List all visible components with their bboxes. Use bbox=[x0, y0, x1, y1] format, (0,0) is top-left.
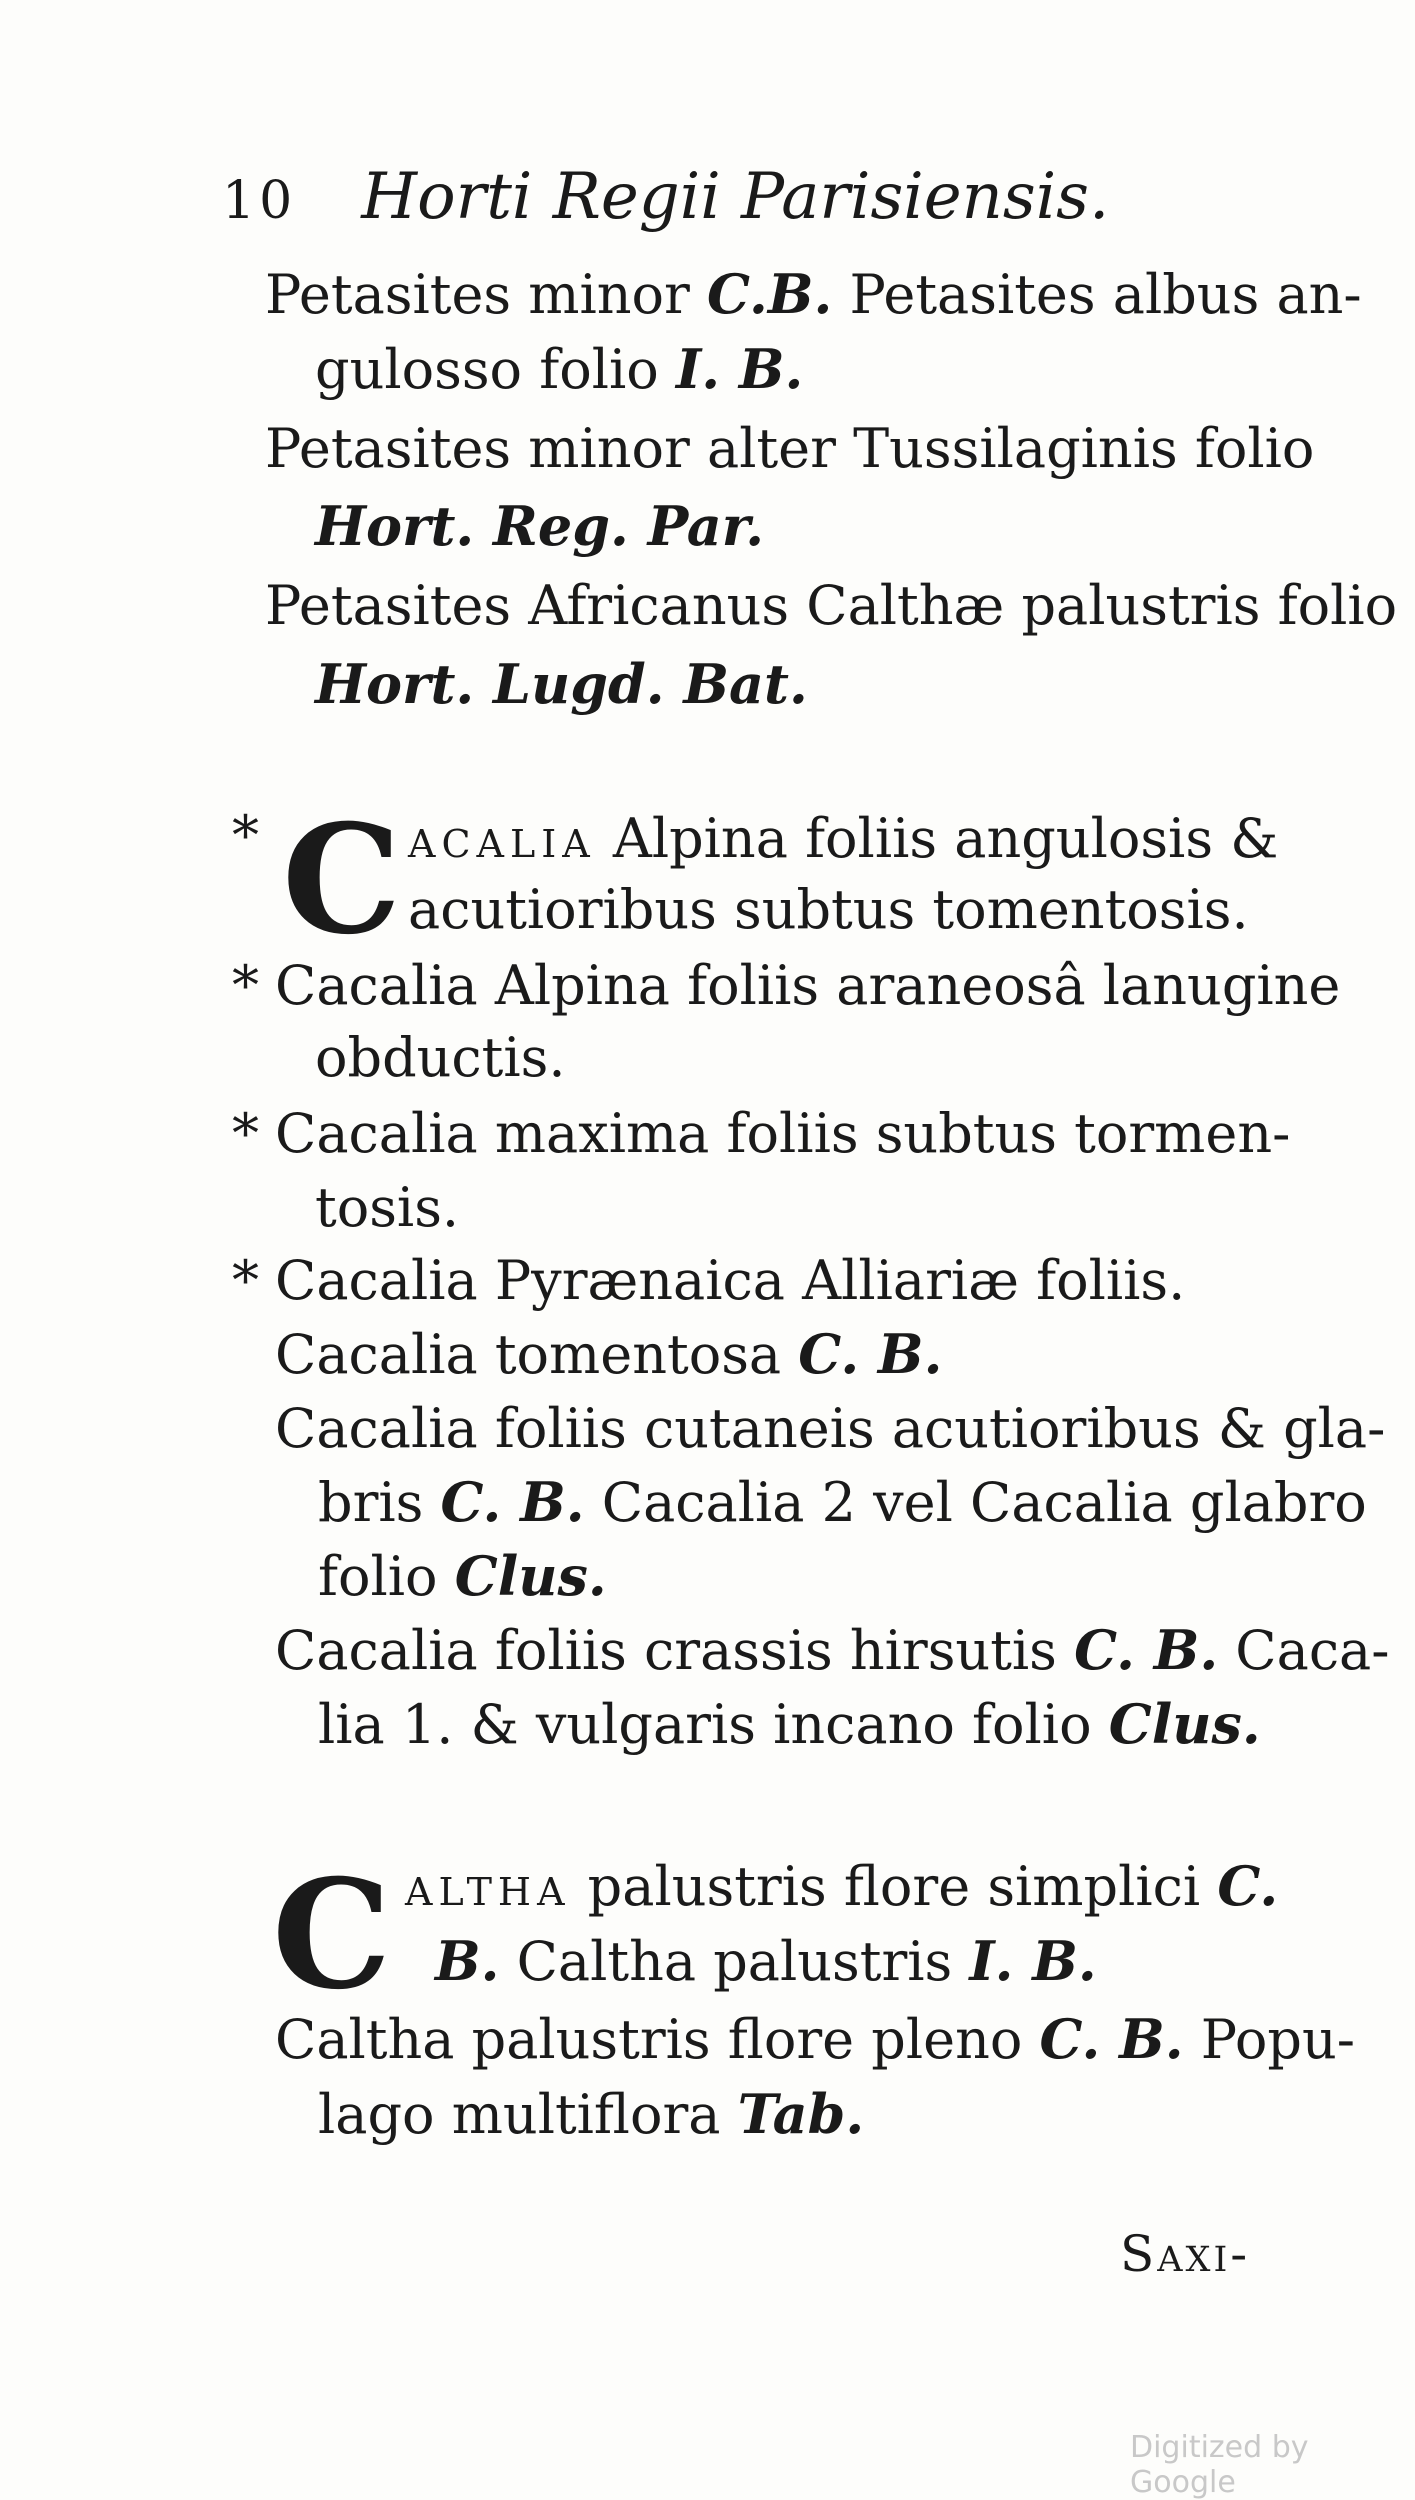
page-number: 10 bbox=[222, 171, 297, 231]
entry-line: tosis. bbox=[315, 1176, 460, 1239]
dropcap-c: C bbox=[272, 1847, 392, 2023]
entry-line: Cacalia tomentosa C. B. bbox=[275, 1322, 943, 1386]
asterisk-mark: * bbox=[232, 1249, 259, 1312]
entry-line: Petasites Africanus Calthæ palustris folio bbox=[265, 574, 1398, 637]
entry-line: altha palustris flore simplici C. bbox=[405, 1854, 1279, 1918]
entry-line: acutioribus subtus tomentosis. bbox=[408, 878, 1249, 941]
dropcap-c: C bbox=[282, 792, 402, 968]
entry-line: Cacalia foliis cutaneis acutioribus & gla- bbox=[275, 1397, 1386, 1460]
entry-line: B. Caltha palustris I. B. bbox=[435, 1929, 1097, 1993]
entry-line: Hort. Lugd. Bat. bbox=[315, 652, 808, 716]
entry-line: obductis. bbox=[315, 1026, 566, 1089]
catchword: Saxi- bbox=[1120, 2225, 1251, 2283]
entry-line: Cacalia Pyrænaica Alliariæ foliis. bbox=[275, 1249, 1186, 1312]
entry-line: Caltha palustris flore pleno C. B. Popu- bbox=[275, 2007, 1356, 2071]
google-watermark: Digitized by Google bbox=[1130, 2430, 1309, 2500]
asterisk-mark: * bbox=[232, 1102, 259, 1165]
entry-line: Cacalia maxima foliis subtus tormen- bbox=[275, 1102, 1291, 1165]
asterisk-mark: * bbox=[232, 804, 259, 867]
page-header bbox=[222, 160, 1109, 234]
entry-line: bris C. B. Cacalia 2 vel Cacalia glabro bbox=[318, 1470, 1367, 1534]
entry-line: gulosso folio I. B. bbox=[315, 337, 804, 401]
running-title: Horti Regii Parisiensis. bbox=[361, 160, 1110, 234]
entry-line: Petasites minor C.B. Petasites albus an- bbox=[265, 262, 1362, 326]
entry-line: Cacalia foliis crassis hirsutis C. B. Caca- bbox=[275, 1618, 1390, 1682]
asterisk-mark: * bbox=[232, 954, 259, 1017]
entry-line: lia 1. & vulgaris incano folio Clus. bbox=[318, 1692, 1261, 1756]
entry-line: Petasites minor alter Tussilaginis folio bbox=[265, 417, 1315, 480]
entry-line: acalia Alpina foliis angulosis & bbox=[408, 807, 1279, 870]
entry-line: Hort. Reg. Par. bbox=[315, 494, 765, 558]
entry-line: lago multiflora Tab. bbox=[318, 2082, 865, 2146]
entry-line: Cacalia Alpina foliis araneosâ lanugine bbox=[275, 954, 1341, 1017]
entry-line: folio Clus. bbox=[318, 1544, 607, 1608]
